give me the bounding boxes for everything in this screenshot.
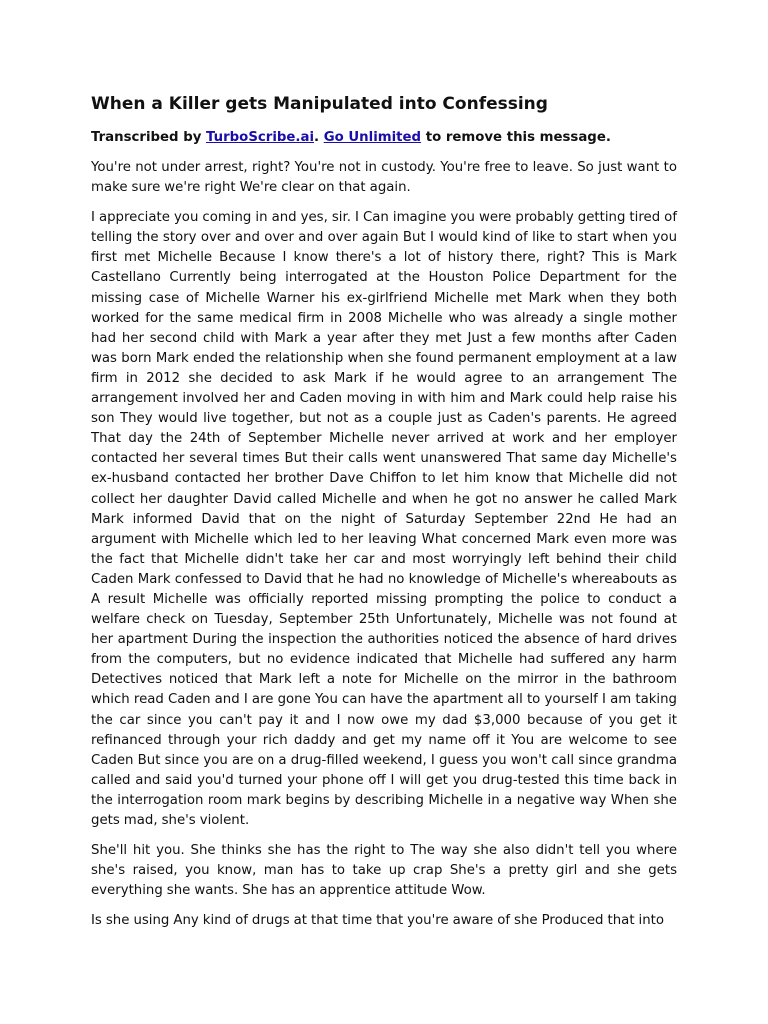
transcript-paragraph: You're not under arrest, right? You're not in custody. You're free to leave. So just want to make sure we're right We're clear on that again. xyxy=(91,160,677,196)
transcript-paragraph: Is she using Any kind of drugs at that time that you're aware of she Produced that into xyxy=(91,913,665,929)
go-unlimited-link[interactable]: Go Unlimited xyxy=(323,130,422,145)
turboscribe-link[interactable]: TurboScribe.ai xyxy=(206,130,315,145)
document-title: When a Killer gets Manipulated into Confessing xyxy=(91,94,548,114)
transcript-paragraph: She'll hit you. She thinks she has the right to The way she also didn't tell you where she's raised, you know, man has to take up crap She's a pretty girl and she gets everything she wants. She has an apprentice attitude Wow. xyxy=(91,843,677,899)
credit-suffix: to remove this message. xyxy=(421,130,611,145)
document-page xyxy=(91,92,677,941)
transcript-paragraph: I appreciate you coming in and yes, sir. I Can imagine you were probably getting tired of telling the story over and over and over again But I would kind of like to start when you first met Michelle Because I know there's a lot of history there, right? This is Mark Castellano Currently being interrogated at the Houston Police Department for the missing case of Michelle Warner his ex-girlfriend Michelle met Mark when they both worked for the same medical firm in 2008 Michelle who was already a single mother had her second child with Mark a year after they met Just a few months after Caden was born Mark ended the relationship when she found permanent employment at a law firm in 2012 she decided to ask Mark if he would agree to an arrangement The arrangement involved her and Caden moving in with him and Mark could help raise his son They would live together, but not as a couple just as Caden's parents. He agreed That day the 24th of September Michelle never arrived at work and her employer contacted her several times But their calls went unanswered That same day Michelle's ex-husband contacted her brother Dave Chiffon to let him know that Michelle did not collect her daughter David called Michelle and when he got no answer he called Mark Mark informed David that on the night of Saturday September 22nd He had an argument with Michelle which led to her leaving What concerned Mark even more was the fact that Michelle didn't take her car and most worryingly left behind their child Caden Mark confessed to David that he had no knowledge of Michelle's whereabouts as A result Michelle was officially reported missing prompting the police to conduct a welfare check on Tuesday, September 25th Unfortunately, Michelle was not found at her apartment During the inspection the authorities noticed the absence of hard drives from the computers, but no evidence indicated that Michelle had suffered any harm Detectives noticed that Mark left a note for Michelle on the mirror in the bathroom which read Caden and I are gone You can have the apartment all to yourself I am taking the car since you can't pay it and I now owe my dad $3,000 because of you get it refinanced through your rich daddy and get my name off it You are welcome to see Caden But since you are on a drug-filled weekend, I guess you won't call since grandma called and said you'd turned your phone off I will get you drug-tested this time back in the interrogation room mark begins by describing Michelle in a negative way When she gets mad, she's violent. xyxy=(91,210,677,828)
credit-separator: . xyxy=(314,130,324,145)
transcription-credit xyxy=(91,128,677,148)
credit-prefix: Transcribed by xyxy=(91,130,207,145)
